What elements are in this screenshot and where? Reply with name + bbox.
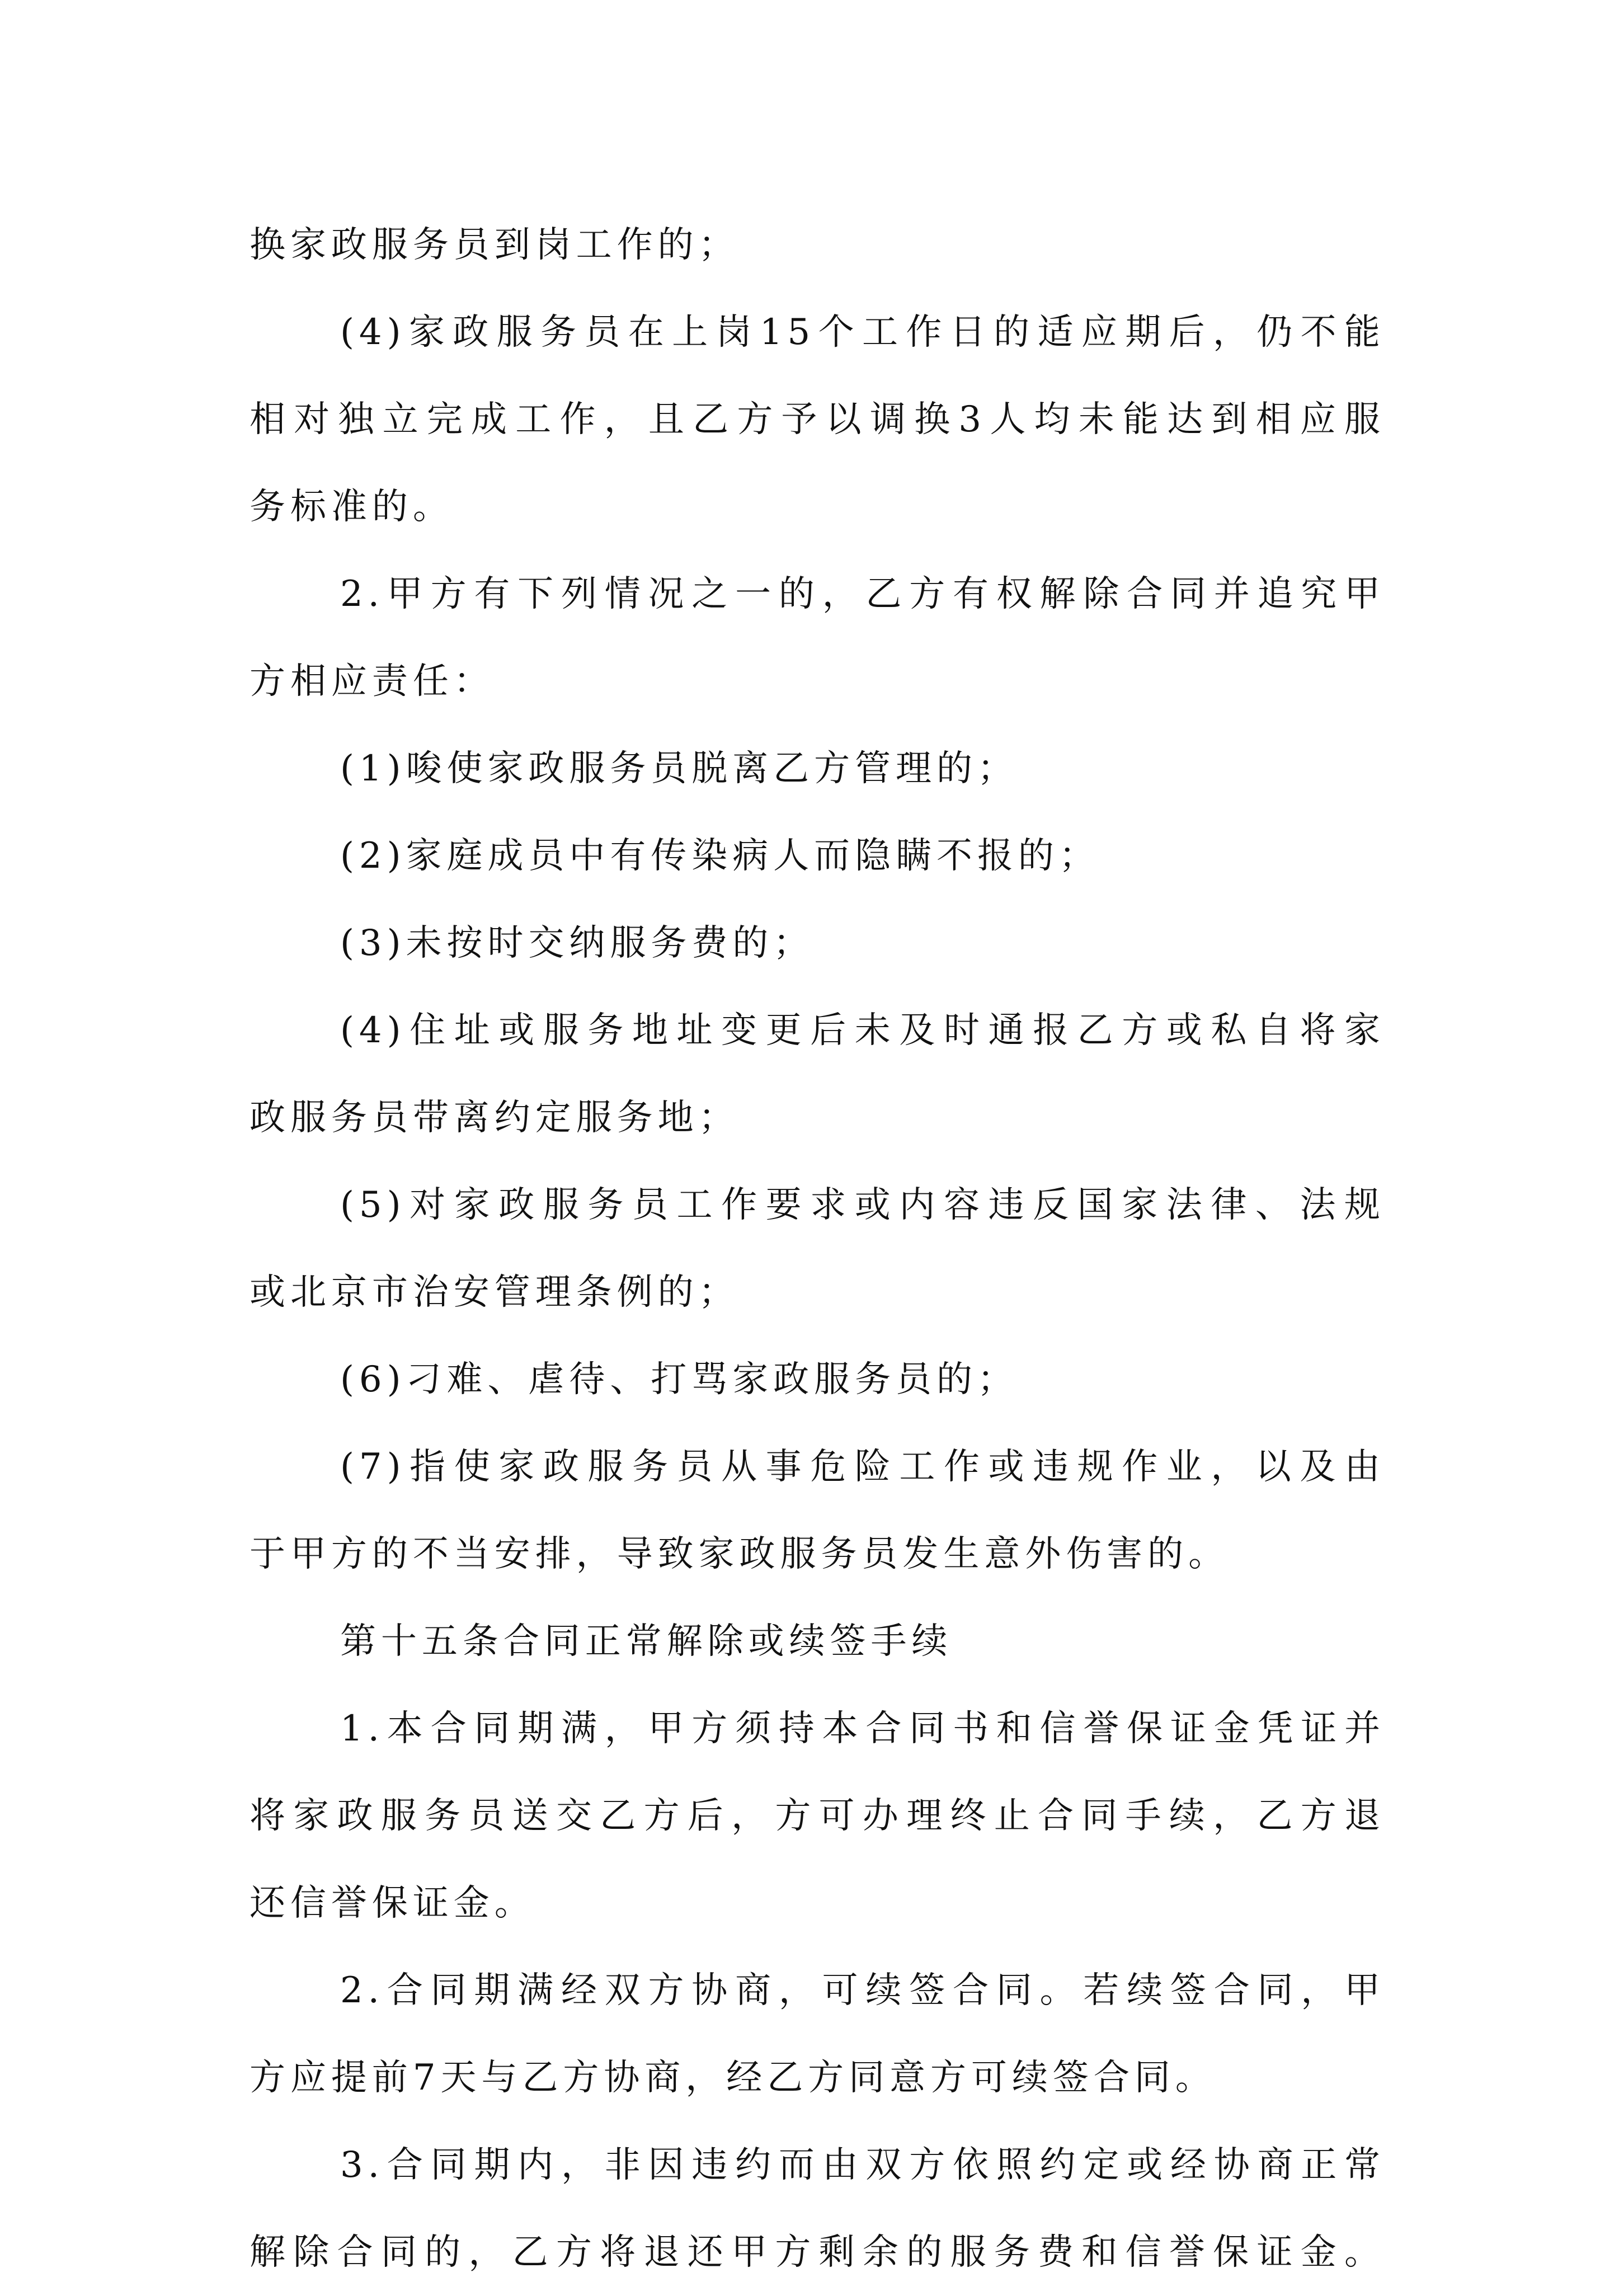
text-line: (7)指使家政服务员从事危险工作或违规作业，以及由	[340, 1446, 1385, 1488]
text-line: 3.合同期内，非因违约而由双方依照约定或经协商正常	[340, 2144, 1385, 2186]
section-heading: 第十五条合同正常解除或续签手续	[340, 1621, 953, 1662]
text-line: 务标准的。	[250, 486, 454, 528]
text-line: 2.甲方有下列情况之一的，乙方有权解除合同并追究甲	[340, 573, 1385, 615]
text-line: 方相应责任：	[250, 661, 495, 702]
text-line: 相对独立完成工作，且乙方予以调换3人均未能达到相应服	[250, 399, 1385, 440]
document-body	[250, 201, 1385, 2296]
text-line: 于甲方的不当安排，导致家政服务员发生意外伤害的。	[250, 1533, 1230, 1575]
text-line: 方应提前7天与乙方协商，经乙方同意方可续签合同。	[250, 2057, 1216, 2099]
text-line: 2.合同期满经双方协商，可续签合同。若续签合同，甲	[340, 1970, 1385, 2011]
text-line: (5)对家政服务员工作要求或内容违反国家法律、法规	[340, 1184, 1385, 1226]
text-line: (6)刁难、虐待、打骂家政服务员的；	[340, 1359, 1018, 1400]
text-line: (1)唆使家政服务员脱离乙方管理的；	[340, 748, 1018, 789]
text-line: 将家政服务员送交乙方后，方可办理终止合同手续，乙方退	[250, 1795, 1385, 1837]
text-line: 或北京市治安管理条例的；	[250, 1272, 740, 1313]
text-line: (4)住址或服务地址变更后未及时通报乙方或私自将家	[340, 1010, 1385, 1051]
text-line: (4)家政服务员在上岗15个工作日的适应期后，仍不能	[340, 312, 1385, 353]
text-line: (3)未按时交纳服务费的；	[340, 923, 815, 964]
text-line: 政服务员带离约定服务地；	[250, 1097, 740, 1138]
text-line: 还信誉保证金。	[250, 1883, 535, 1924]
text-line: (2)家庭成员中有传染病人而隐瞒不报的；	[340, 835, 1100, 877]
text-line: 1.本合同期满，甲方须持本合同书和信誉保证金凭证并	[340, 1708, 1385, 1749]
text-line: 解除合同的，乙方将退还甲方剩余的服务费和信誉保证金。	[250, 2232, 1385, 2273]
text-line: 换家政服务员到岗工作的；	[250, 224, 740, 266]
